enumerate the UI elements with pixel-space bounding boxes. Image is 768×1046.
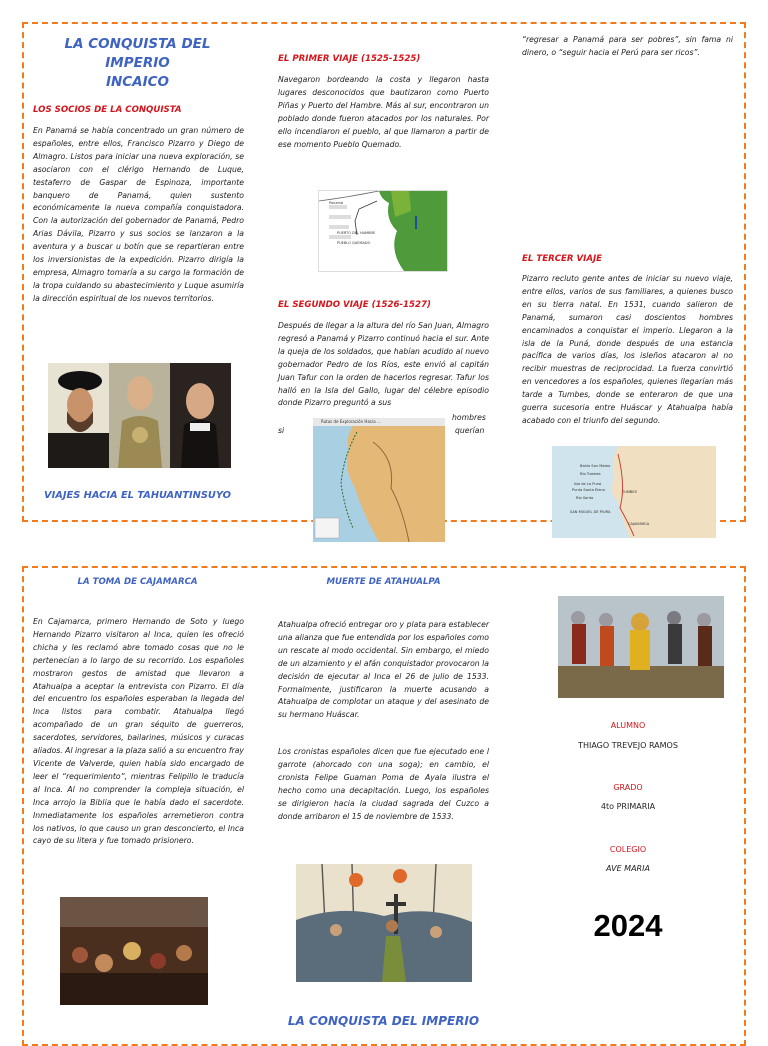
map3-label-5: TUMBES bbox=[622, 490, 637, 494]
map1-label-1: PUERTO DEL HAMBRE bbox=[337, 231, 376, 235]
primer-viaje-heading: EL PRIMER VIAJE (1525-1525) bbox=[278, 54, 421, 64]
colegio-label: COLEGIO bbox=[609, 845, 647, 854]
segundo-viaje-word-querian: querían bbox=[455, 426, 485, 435]
segundo-viaje-heading: EL SEGUNDO VIAJE (1526-1527) bbox=[278, 300, 431, 310]
toma-text: En Cajamarca, primero Hernando de Soto y luego Hernando Pizarro visitaron al Inca, quien les ofreció chicha y les reclamó abre tomado cosas que no le pertenecían a lo largo de su recorrido. Los españoles mostraron gestos de amistad que llevaron a Atahualpa a aceptar la entrevista con Pizarro. El día del encuentro los españoles esperaban la llegada del Inca listos para combatir. Atahualpa llegó acompañado de un gran séquito de guerreros, sacerdotes, servidores, bailarines, músicos y curacas aliados. Al ingresar a la plaza salió a su encuentro fray Vicente de Valverde, quien había sido encargado de leer el “requerimiento”, mientras Felipillo le traducía al Inca. Al no comprender la compleja situación, el Inca arrojo la Biblia que le había dado el sacerdote. Inmediatamente los españoles arremetieron contra los nativos, lo que causo un gran desconcierto, el Inca cayo de su litera y fue tomado prisionero. bbox=[33, 617, 244, 846]
segundo-viaje-word-hombres: hombres bbox=[452, 413, 486, 422]
map3-label-7: SAN MIGUEL DE PIURA bbox=[570, 510, 611, 514]
col3-top-text: “regresar a Panamá para ser pobres”, sin fama ni dinero, o “seguir hacia el Perú para ser ricos”. bbox=[522, 35, 733, 57]
muerte-text-2: Los cronistas españoles dicen que fue ejecutado ene l garrote (ahorcado con una soga); en cambio, el cronista Felipe Guaman Poma de Ayala ilustra el hecho como una decapitación. Luego, los españoles se dirigieron hacia la ciudad sagrada del Cuzco a donde arribaron el 15 de noviembre de 1533. bbox=[278, 747, 489, 821]
main-title-line2: INCAICO bbox=[105, 74, 170, 90]
viajes-caption: VIAJES HACIA EL TAHUANTINSUYO bbox=[44, 490, 231, 501]
tercer-viaje-text: Pizarro recluto gente antes de iniciar su nuevo viaje, entre ellos, varios de sus familiares, a quienes busco en su tierra natal. En 1531, cuando salieron de Panamá, sumaron casi doscientos hombres encaminados a conquistar el imperio. Llegaron a la isla de la Puná, donde después de una estancia pacífica de varios días, los isleños atacaron al no recibir muestras de reciprocidad. La fuerza convirtió en vencedores a los españoles, quienes llegarían más tarde a Tumbes, donde se enteraron de que una guerra sucesoria entre Huáscar y Atahualpa había acabado con el triunfo del segundo. bbox=[522, 274, 733, 425]
cajamarca-painting-image bbox=[60, 897, 208, 1005]
segundo-viaje-text: Después de llegar a la altura del río San Juan, Almagro regresó a Panamá y Pizarro continuó hacia el sur. Ante la queja de los soldados, que habían acudido al nuevo gobernador Pedro de los Ríos, este envió al capitán Juan Tafur con la orden de hacerlos regresar. Tafur los halló en la Isla del Gallo, lugar del célebre episodio donde Pizarro preguntó a sus bbox=[278, 321, 489, 408]
map2-title: Rutas de Exploración Hacia ... bbox=[321, 419, 381, 424]
main-title-line1: LA CONQUISTA DEL IMPERIO bbox=[64, 36, 211, 71]
muerte-text-1: Atahualpa ofreció entregar oro y plata para establecer una alianza que fue entendida por los españoles como un rescate al modo occidental. Sin embargo, el miedo de un alzamiento y el afán conquistador provocaron la decisión de ejecutar al Inca el 26 de julio de 1533. Formalmente, justificaron la muerte acusando a Atahualpa de complotar un ataque y del asesinato de su hermano Huáscar. bbox=[278, 620, 489, 720]
primer-viaje-text: Navegaron bordeando la costa y llegaron hasta lugares desconocidos que bautizaron como Puerto Piñas y Puerto del Hambre. Más al sur, encontraron un poblado donde fueron atacados por los naturales. Por ello incendiaron el pueblo, al que llamaron a partir de ese momento Pueblo Quemado. bbox=[278, 75, 489, 149]
map3-label-1: Río Tumbes bbox=[580, 472, 601, 476]
map3-label-2: Isla de La Puná bbox=[574, 482, 602, 486]
conquistadors-portraits-image bbox=[48, 363, 231, 468]
atahualpa-painting-image bbox=[558, 596, 724, 698]
alumno-value: THIAGO TREVEJO RAMOS bbox=[578, 741, 678, 750]
map1-label-0: Panamá bbox=[329, 201, 344, 205]
map3-label-3: Punta Santa Elena bbox=[572, 488, 605, 492]
socios-heading: LOS SOCIOS DE LA CONQUISTA bbox=[33, 105, 182, 115]
primer-viaje-map-image bbox=[318, 190, 448, 272]
grado-value: 4to PRIMARIA bbox=[600, 802, 656, 811]
colegio-value: AVE MARIA bbox=[606, 864, 650, 873]
socios-text: En Panamá se había concentrado un gran número de españoles, entre ellos, Francisco Pizarro y Diego de Almagro. Listos para iniciar una nueva exploración, se asociaron con el clérigo Hernando de Luque, testaferro de Gaspar de Espinoza, importante banquero de Panamá, quien sustento económicamente la nueva compañía conquistadora. Con la autorización del gobernador de Panamá, Pedro Arias Dávila, Pizarro y sus socios se lanzaron a la aventura y a buscar u botín que se repartieran entre los inversionistas de la expedición. Pizarro dirigía la empresa, Almagro tomaría a su cargo la formación de la tropa cuidando su abastecimiento y Luque asumiría la dirección espiritual de los nuevos territorios. bbox=[33, 126, 244, 303]
main-title bbox=[30, 35, 245, 92]
tercer-viaje-map-image bbox=[552, 446, 716, 538]
segundo-viaje-map-image bbox=[313, 418, 445, 542]
tercer-viaje-heading: EL TERCER VIAJE bbox=[522, 254, 603, 264]
execution-illustration-image bbox=[296, 864, 472, 982]
map3-label-0: Bahía San Mateo bbox=[580, 464, 611, 468]
map3-label-4: Río Santa bbox=[576, 496, 594, 500]
segundo-viaje-word-si: si bbox=[278, 426, 285, 435]
toma-heading: LA TOMA DE CAJAMARCA bbox=[77, 577, 198, 587]
alumno-label: ALUMNO bbox=[610, 721, 646, 730]
map3-label-6: CAJAMARCA bbox=[628, 522, 650, 526]
year-label: 2024 bbox=[593, 908, 663, 943]
grado-label: GRADO bbox=[613, 783, 643, 792]
bottom-title: LA CONQUISTA DEL IMPERIO bbox=[287, 1014, 480, 1028]
muerte-heading: MUERTE DE ATAHUALPA bbox=[326, 577, 441, 587]
map1-label-2: PUEBLO QUEMADO bbox=[337, 241, 371, 245]
